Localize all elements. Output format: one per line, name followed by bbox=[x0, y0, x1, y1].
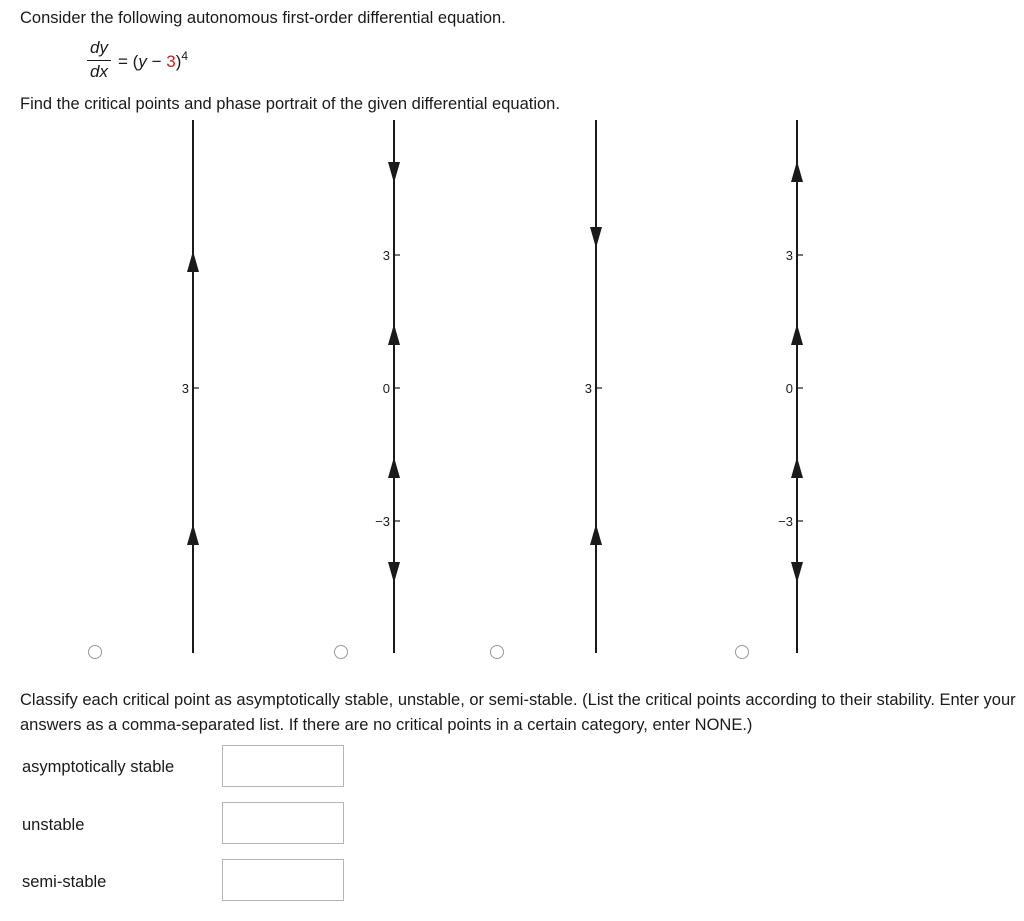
arrow-down-icon bbox=[791, 562, 803, 583]
arrow-up-icon bbox=[590, 524, 602, 545]
arrow-up-icon bbox=[791, 161, 803, 182]
tick-label: −3 bbox=[778, 514, 793, 529]
minus-sign: − bbox=[151, 52, 162, 71]
fraction-bar bbox=[87, 60, 111, 61]
phase-portrait-c bbox=[585, 120, 602, 653]
radio-option-d[interactable] bbox=[735, 645, 749, 659]
semi-stable-input[interactable] bbox=[222, 859, 344, 901]
radio-option-a[interactable] bbox=[88, 645, 102, 659]
fraction-denominator: dx bbox=[90, 62, 108, 81]
tick-label: 3 bbox=[382, 248, 390, 263]
arrow-down-icon bbox=[590, 227, 602, 248]
tick-label: 0 bbox=[382, 381, 390, 396]
fraction-numerator: dy bbox=[90, 38, 108, 57]
asymptotically-stable-input[interactable] bbox=[222, 745, 344, 787]
equals-sign: = bbox=[118, 52, 128, 71]
tick-label: 3 bbox=[785, 248, 793, 263]
arrow-up-icon bbox=[187, 251, 199, 272]
arrow-up-icon bbox=[791, 457, 803, 478]
tick-label: −3 bbox=[375, 514, 390, 529]
differential-equation bbox=[86, 38, 286, 84]
radio-option-b[interactable] bbox=[334, 645, 348, 659]
equation-exponent: 4 bbox=[181, 49, 189, 63]
question-instruction: Find the critical points and phase portrait of the given differential equation. bbox=[20, 95, 560, 113]
asymptotically-stable-label: asymptotically stable bbox=[22, 758, 175, 776]
question-intro: Consider the following autonomous first-order differential equation. bbox=[20, 9, 506, 27]
equation-constant: 3 bbox=[166, 52, 176, 71]
close-paren: ) bbox=[175, 52, 182, 71]
phase-portrait-d bbox=[778, 120, 803, 653]
phase-portrait-options bbox=[0, 112, 1024, 657]
radio-option-c[interactable] bbox=[490, 645, 504, 659]
semi-stable-label: semi-stable bbox=[22, 873, 107, 891]
tick-label: 3 bbox=[181, 381, 189, 396]
tick-label: 3 bbox=[584, 381, 592, 396]
arrow-up-icon bbox=[187, 524, 199, 545]
variable-y: y bbox=[138, 52, 147, 71]
phase-portrait-b bbox=[375, 120, 400, 653]
classification-prompt: Classify each critical point as asymptotically stable, unstable, or semi-stable. (List the critical points according to their stability. Enter your answers as a comma-separated list. If there are no critical points in a certain category, enter NONE.) bbox=[20, 691, 1016, 734]
open-paren: ( bbox=[132, 52, 139, 71]
phase-portrait-a bbox=[182, 120, 199, 653]
unstable-label: unstable bbox=[22, 816, 85, 834]
arrow-up-icon bbox=[388, 324, 400, 345]
arrow-down-icon bbox=[388, 162, 400, 183]
unstable-input[interactable] bbox=[222, 802, 344, 844]
arrow-up-icon bbox=[791, 324, 803, 345]
tick-label: 0 bbox=[785, 381, 793, 396]
arrow-down-icon bbox=[388, 562, 400, 583]
equation-right-side bbox=[118, 49, 188, 72]
arrow-up-icon bbox=[388, 457, 400, 478]
